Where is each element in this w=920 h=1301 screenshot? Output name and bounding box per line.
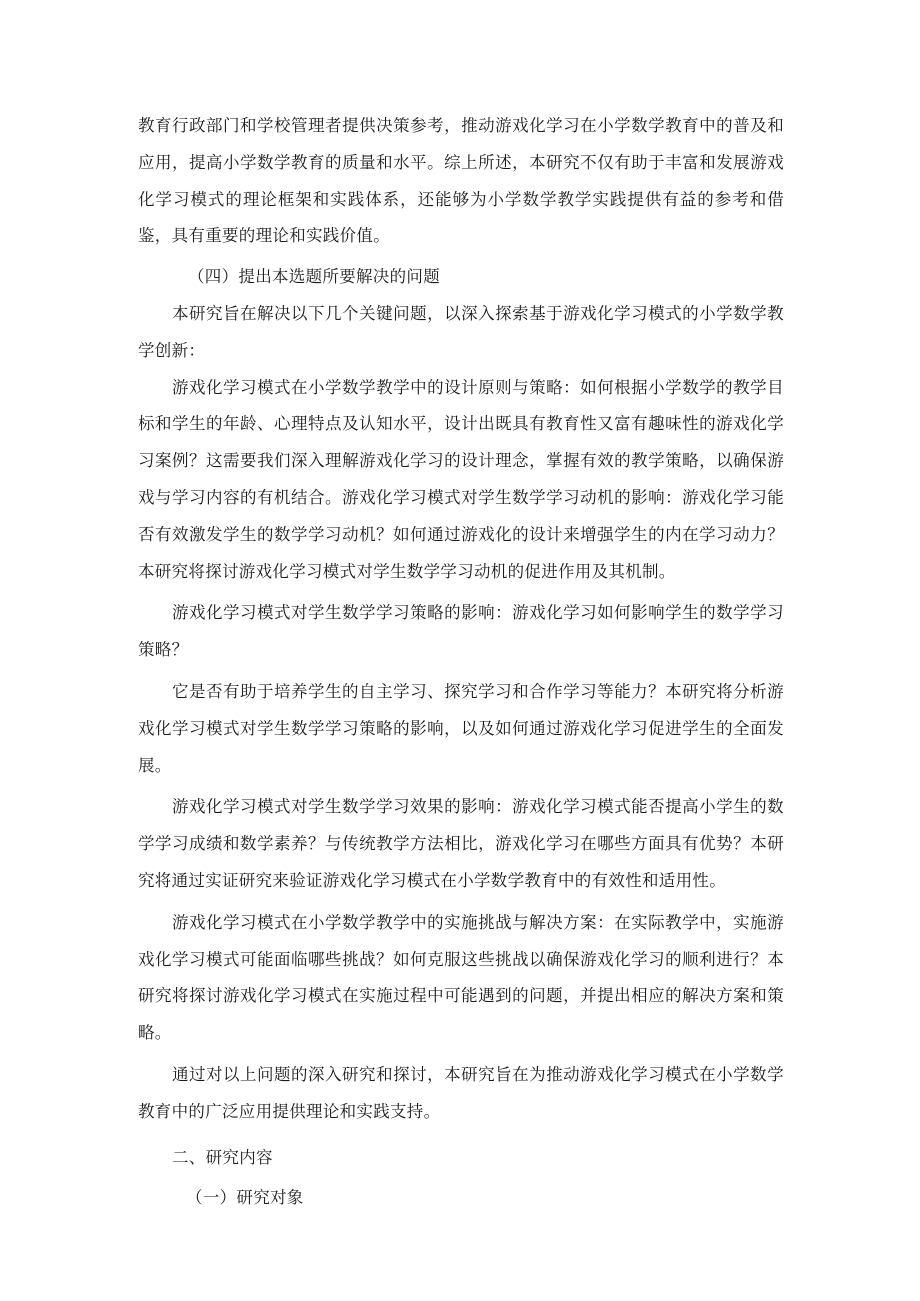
paragraph-abilities: 它是否有助于培养学生的自主学习、探究学习和合作学习等能力？本研究将分析游戏化学习模式对学生数学学习策略的影响，以及如何通过游戏化学习促进学生的全面发展。	[138, 681, 784, 775]
paragraph-challenges: 游戏化学习模式在小学数学教学中的实施挑战与解决方案：在实际教学中，实施游戏化学习模式可能面临哪些挑战？如何克服这些挑战以确保游戏化学习的顺利进行？本研究将探讨游戏化学习模式在实施过程中可能遇到的问题，并提出相应的解决方案和策略。	[138, 912, 784, 1043]
paragraph-design-principles: 游戏化学习模式在小学数学教学中的设计原则与策略：如何根据小学数学的教学目标和学生的年龄、心理特点及认知水平，设计出既具有教育性又富有趣味性的游戏化学习案例？这需要我们深入理解游戏化学习的设计理念，掌握有效的教学策略，以确保游戏与学习内容的有机结合。游戏化学习模式对学生数学学习动机的影响：游戏化学习能否有效激发学生的数学学习动机？如何通过游戏化的设计来增强学生的内在学习动力？本研究将探讨游戏化学习模式对学生数学学习动机的促进作用及其机制。	[138, 377, 784, 581]
paragraph-continuation: 教育行政部门和学校管理者提供决策参考，推动游戏化学习在小学数学教育中的普及和应用，提高小学数学教育的质量和水平。综上所述，本研究不仅有助于丰富和发展游戏化学习模式的理论框架和实践体系，还能够为小学数学教学实践提供有益的参考和借鉴，具有重要的理论和实践价值。	[138, 116, 784, 246]
paragraph-learning-strategy: 游戏化学习模式对学生数学学习策略的影响：游戏化学习如何影响学生的数学学习策略？	[138, 603, 784, 660]
subsection-heading-1: （一）研究对象	[186, 1188, 304, 1208]
section-heading-2: 二、研究内容	[172, 1147, 273, 1167]
paragraph-learning-effect: 游戏化学习模式对学生数学学习效果的影响：游戏化学习模式能否提高小学生的数学学习成绩和数学素养？与传统教学方法相比，游戏化学习在哪些方面具有优势？本研究将通过实证研究来验证游戏化学习模式在小学数学教育中的有效性和适用性。	[138, 797, 784, 890]
paragraph-conclusion: 通过对以上问题的深入研究和探讨，本研究旨在为推动游戏化学习模式在小学数学教育中的广泛应用提供理论和实践支持。	[138, 1064, 784, 1121]
section-heading-4: （四）提出本选题所要解决的问题	[188, 267, 440, 287]
paragraph-intro: 本研究旨在解决以下几个关键问题，以深入探索基于游戏化学习模式的小学数学教学创新：	[138, 303, 784, 360]
document-page	[138, 108, 784, 1217]
